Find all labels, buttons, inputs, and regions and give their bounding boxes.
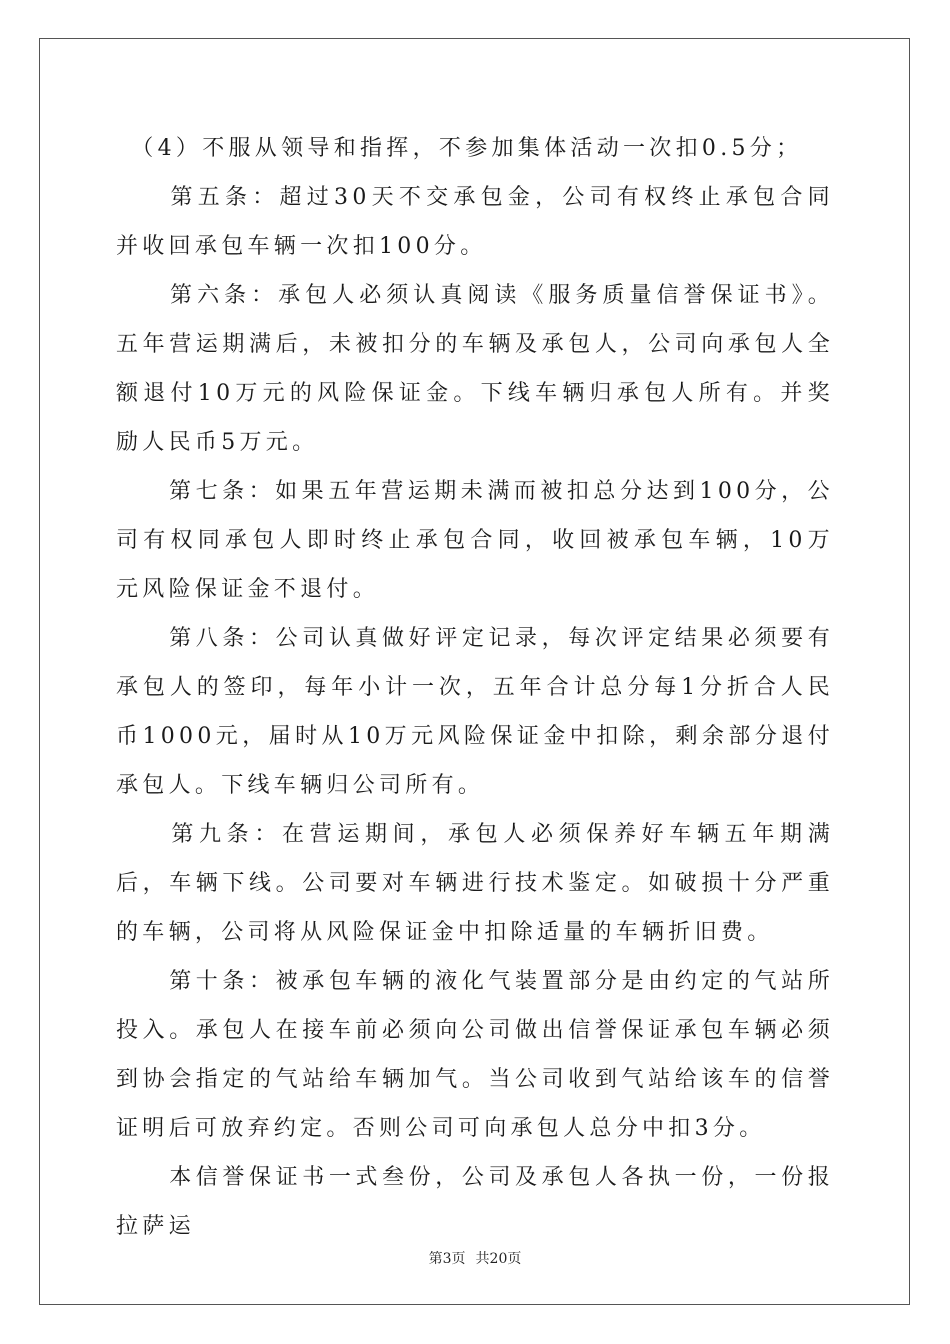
current-page-number: 第3页: [428, 1251, 466, 1267]
document-body: [116, 124, 834, 1251]
page-footer: [0, 1248, 950, 1268]
paragraph-article-8: 第八条：公司认真做好评定记录，每次评定结果必须要有承包人的签印，每年小计一次，五年合计总分每1分折合人民币1000元，届时从10万元风险保证金中扣除，剩余部分退付承包人。下线车辆归公司所有。: [116, 626, 834, 798]
paragraph-article-5: 第五条：超过30天不交承包金，公司有权终止承包合同并收回承包车辆一次扣100分。: [116, 185, 834, 259]
paragraph-article-9: 第九条：在营运期间，承包人必须保养好车辆五年期满后，车辆下线。公司要对车辆进行技术鉴定。如破损十分严重的车辆，公司将从风险保证金中扣除适量的车辆折旧费。: [116, 822, 834, 945]
paragraph-article-7: 第七条：如果五年营运期未满而被扣总分达到100分，公司有权同承包人即时终止承包合同，收回被承包车辆，10万元风险保证金不退付。: [116, 479, 834, 602]
total-page-count: 共20页: [475, 1251, 522, 1267]
paragraph-article-10: 第十条：被承包车辆的液化气装置部分是由约定的气站所投入。承包人在接车前必须向公司做出信誉保证承包车辆必须到协会指定的气站给车辆加气。当公司收到气站给该车的信誉证明后可放弃约定。否则公司可向承包人总分中扣3分。: [116, 969, 834, 1141]
paragraph-article-6: 第六条：承包人必须认真阅读《服务质量信誉保证书》。五年营运期满后，未被扣分的车辆及承包人，公司向承包人全额退付10万元的风险保证金。下线车辆归承包人所有。并奖励人民币5万元。: [116, 283, 834, 455]
paragraph-closing: 本信誉保证书一式叁份，公司及承包人各执一份，一份报拉萨运: [116, 1165, 834, 1239]
paragraph-item-4: （4）不服从领导和指挥，不参加集体活动一次扣0.5分；: [116, 136, 803, 161]
